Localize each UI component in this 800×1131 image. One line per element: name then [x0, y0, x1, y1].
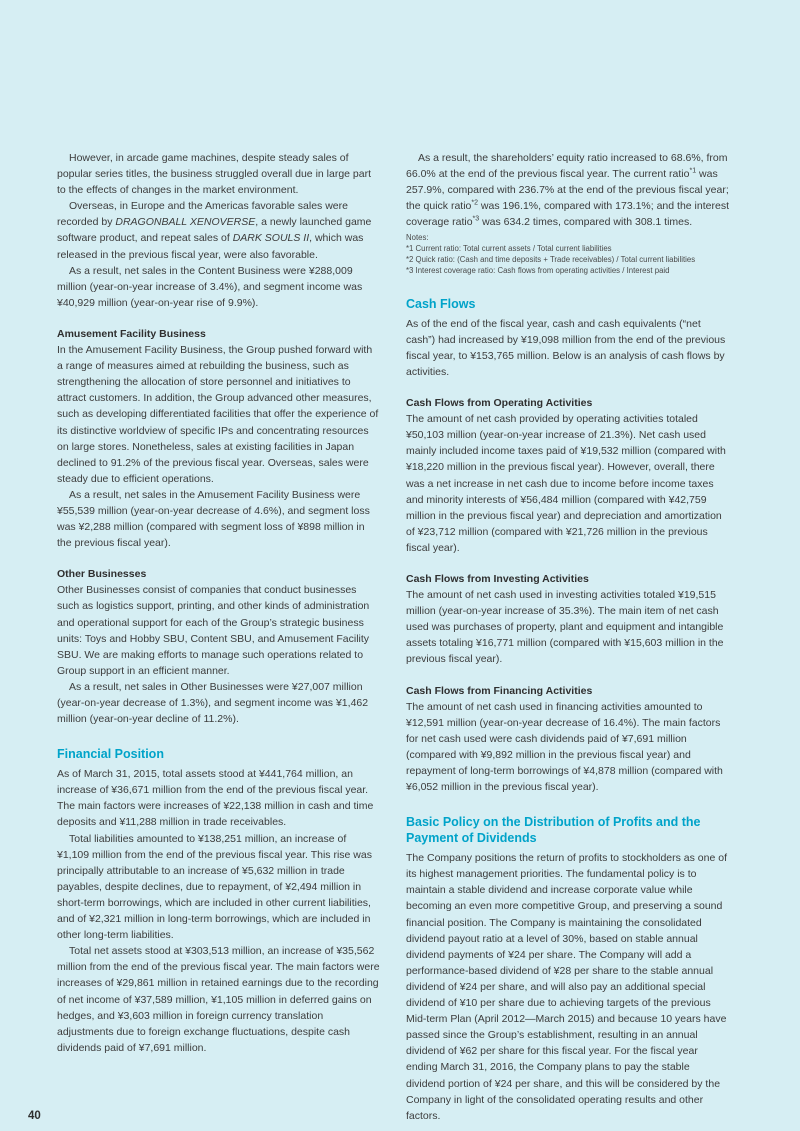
cash-flows-financing-heading: Cash Flows from Financing Activities [406, 684, 593, 697]
financial-position-paragraph-3: Total net assets stood at ¥303,513 million, an increase of ¥35,562 million from the end of the previous fiscal year. The main factors were increases of ¥29,861 million in retained earnings due to the recording of net income of ¥37,589 million, ¥1,105 million in deferred gains on hedges, and ¥3,603 million in foreign currency translation adjustments due to foreign exchange fluctuations, despite cash dividends paid of ¥7,691 million. [57, 945, 380, 1054]
right-column [406, 150, 729, 1124]
amusement-facility-heading: Amusement Facility Business [57, 327, 206, 340]
content-business-paragraph-3: As a result, net sales in the Content Business were ¥288,009 million (year-on-year increase of 3.4%), and segment income was ¥40,929 million (year-on-year rise of 9.9%). [57, 264, 363, 309]
content-business-paragraph-2 [57, 198, 380, 262]
cash-flows-heading: Cash Flows [406, 296, 476, 311]
dividend-policy-paragraph: The Company positions the return of profits to stockholders as one of its highest management priorities. The fundamental policy is to maintain a stable dividend and increase corporate value while becoming an even more competitive Group, and preserving a sound financial position. The Company is maintaining the consolidated dividend payout ratio at a level of 30%, based on stable annual dividend payments of ¥24 per share. The Company will add a performance-based dividend of ¥28 per share to the stable annual dividend of ¥24 per share, and will also pay an additional special dividend of ¥10 per share due to achieving targets of the previous Mid-term Plan (April 2012—March 2015) and because 10 years have passed since the Group’s establishment, resulting in an annual dividend of ¥62 per share for this fiscal year. For the fiscal year ending March 31, 2016, the Company plans to pay the stable dividend portion of ¥24 per share, and this will be considered by the Company in light of the consolidated operating results and other factors. [406, 852, 728, 1122]
content-business-paragraph-1: However, in arcade game machines, despite steady sales of popular series titles, the business struggled overall due in large part to the effects of changes in the market environment. [57, 152, 372, 197]
footnote-marker-1: *1 [689, 167, 697, 175]
ratios-paragraph [406, 150, 729, 230]
text-segment: was 196.1%, compared with 173.1%; and the interest coverage ratio [406, 200, 729, 229]
footnotes-title: Notes: [406, 233, 429, 243]
text-segment: was 257.9%, compared with 236.7% at the end of the previous fiscal year; the quick ratio [406, 168, 729, 213]
footnote-item-3: *3 Interest coverage ratio: Cash flows from operating activities / Interest paid [406, 265, 670, 275]
game-title-dark-souls-ii: DARK SOULS II [232, 232, 310, 245]
other-businesses-paragraph-2: As a result, net sales in Other Businesses were ¥27,007 million (year-on-year decrease of 1.3%), and segment income was ¥1,462 million (year-on-year decline of 11.2%). [57, 680, 369, 726]
footnotes-block [406, 233, 729, 276]
text-segment: was 634.2 times, compared with 308.1 times. [479, 216, 693, 229]
page-content [57, 150, 729, 1124]
text-segment: , which was released in the previous fiscal year, were also favorable. [57, 232, 364, 261]
footnote-marker-2: *2 [471, 199, 478, 207]
text-segment: , a newly launched game software product, and repeat sales of [57, 216, 372, 245]
game-title-dragonball-xenoverse: DRAGONBALL XENOVERSE [115, 216, 256, 229]
cash-flows-intro-paragraph: As of the end of the fiscal year, cash and cash equivalents (“net cash”) had increased by ¥19,098 million from the end of the previous fiscal year, to ¥153,765 million. Below is an analysis of cash flows by activities. [406, 317, 726, 378]
page-number: 40 [28, 1110, 41, 1122]
text-segment: As a result, the shareholders’ equity ratio increased to 68.6%, from 66.0% at the end of the previous fiscal year. The current ratio [406, 152, 728, 181]
financial-position-paragraph-2: Total liabilities amounted to ¥138,251 million, an increase of ¥1,109 million from the end of the previous fiscal year. This rise was principally attributable to an increase of ¥5,632 million in trade payables, despite declines, due to repayment, of ¥2,494 million in short-term borrowings, which are included in other current liabilities, and of ¥2,321 million in long-term borrowings, which are included in other long-term liabilities. [57, 832, 372, 942]
cash-flows-financing-paragraph: The amount of net cash used in financing activities amounted to ¥12,591 million (year-on-year decrease of 16.4%). The main factors for net cash used were cash dividends paid of ¥7,691 million (compared with ¥9,892 million in the previous fiscal year) and repayment of long-term borrowings of ¥4,878 million (compared with ¥6,052 million in the previous fiscal year). [406, 700, 723, 794]
other-businesses-paragraph-1: Other Businesses consist of companies that conduct businesses such as logistics support, printing, and other kinds of administration and operational support for each of the Group’s strategic business units: Toys and Hobby SBU, Content SBU, and Amusement Facility SBU. We are making efforts to manage such operations related to Group support in an efficient manner. [57, 584, 370, 677]
cash-flows-investing-paragraph: The amount of net cash used in investing activities totaled ¥19,515 million (year-on-year increase of 35.3%). The main item of net cash used was purchases of property, plant and equipment and intangible assets totaling ¥16,771 million (compared with ¥15,603 million in the previous fiscal year). [406, 589, 724, 666]
cash-flows-operating-paragraph: The amount of net cash provided by operating activities totaled ¥50,103 million (year-on-year increase of 21.3%). Net cash used mainly included income taxes paid of ¥19,532 million (compared with ¥18,220 million in the previous fiscal year). However, overall, there was a net increase in net cash due to income before income taxes and minority interests of ¥56,484 million (compared with ¥42,759 million in the previous fiscal year) and depreciation and amortization of ¥23,712 million (compared with ¥21,726 million in the previous fiscal year). [406, 413, 726, 554]
left-column [57, 150, 380, 1124]
dividend-policy-heading: Basic Policy on the Distribution of Profits and the Payment of Dividends [406, 815, 701, 846]
amusement-facility-paragraph-1: In the Amusement Facility Business, the Group pushed forward with a range of measures aimed at rebuilding the business, such as strengthening the allocation of store personnel and initiatives to attract customers. In addition, the Group advanced other measures, such as developing differentiated facilities that offer the experience of its distinctive worldview of specific IPs and concentrating resources on large stores. Nonetheless, sales at existing facilities in Japan declined to 91.2% of the previous fiscal year. Overseas, sales were steady due to efficient operations. [57, 344, 379, 485]
footnote-item-1: *1 Current ratio: Total current assets / Total current liabilities [406, 244, 612, 254]
cash-flows-operating-heading: Cash Flows from Operating Activities [406, 397, 593, 410]
cash-flows-investing-heading: Cash Flows from Investing Activities [406, 572, 589, 585]
financial-position-heading: Financial Position [57, 747, 164, 762]
financial-position-paragraph-1: As of March 31, 2015, total assets stood at ¥441,764 million, an increase of ¥36,671 million from the end of the previous fiscal year. The main factors were increases of ¥22,138 million in cash and time deposits and ¥11,288 million in trade receivables. [57, 768, 374, 829]
footnote-marker-3: *3 [472, 215, 480, 223]
footnote-item-2: *2 Quick ratio: (Cash and time deposits + Trade receivables) / Total current liabilities [406, 255, 696, 265]
amusement-facility-paragraph-2: As a result, net sales in the Amusement Facility Business were ¥55,539 million (year-on-year decrease of 4.6%), and segment loss was ¥2,288 million (compared with segment loss of ¥898 million in the previous fiscal year). [57, 488, 370, 550]
text-segment: Overseas, in Europe and the Americas favorable sales were recorded by [57, 200, 348, 229]
other-businesses-heading: Other Businesses [57, 568, 147, 581]
